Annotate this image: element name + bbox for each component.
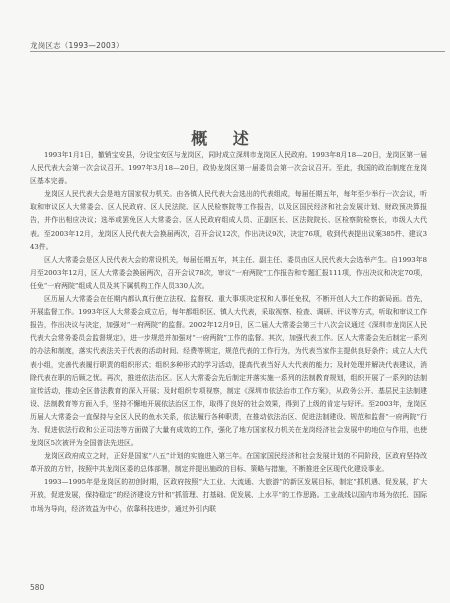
body-text — [30, 149, 427, 516]
paragraph: 1993—1995年是龙岗区的初创时期，区政府按照“大工业、大流通、大旅游”的新区发展目标，制定“抓机遇、促发展，扩大开放，促进发展，保持稳定”的经济建设方针和“抓管理、打基础、促发展、上水平”的工作思路。工业战线以国内市场为依托、国际市场为导向，经济效益为中心，依靠科技进步，通过外引内联 — [30, 478, 427, 513]
paragraph: 区历届人大常委会在任期内都认真行使立法权、监督权、重大事项决定权和人事任免权，不断开创人大工作的新局面。首先，开展监督工作。1993年区人大常委会成立后，每年都组织区、镇人大代表，采取视察、检查、调研、评议等方式，听取和审议工作报告，作出决议与决定，加强对“一府两院”的监督。2002年12月9日，区二届人大常委会第三十八次会议通过《深圳市龙岗区人民代表大会常务委员会监督规定》，进一步规范并加强对“一府两院”工作的监督。其次，加强代表工作。区人大常委会先后制定一系列的办法和制度，落实代表法关于代表的活动时间、经费等规定，规范代表的工作行为，为代表当家作主提供良好条件；成立人大代表小组，完善代表履行职责的组织形式；组织多种形式的学习活动，提高代表当好人大代表的能力；及时处理并解决代表建议，消除代表在职的后顾之忧。再次，推进依法治区。区人大常委会先后制定并落实施一系列的法制教育规划，组织开展了一系列的法制宣传活动，推动全区普法教育的深入开展；及时组织专项视察，制定《深圳市依法治市工作方案》，从政务公开、基层民主法制建设、法制教育等方面入手，坚持不懈地开展依法治区工作，取得了良好的社会效果，得到了上级的肯定与好评。至2003年，龙岗区历届人大常委会一直保持与全区人民的鱼水关系，依法履行各种职责，在推动依法治区、促进法制建设、规范和监督“一府两院”行为、促进依法行政和公正司法等方面做了大量有成效的工作，强化了地方国家权力机关在龙岗经济社会发展中的地位与作用，也使龙岗区5次被评为全国普法先进区。 — [30, 295, 427, 448]
section-title: 概 述 — [191, 129, 259, 148]
paragraph: 龙岗区政府成立之时，正好是国家“八五”计划的实施进入第三年。在国家国民经济和社会发展计划的不同阶段，区政府坚持改革开放的方针，按照中共龙岗区委的总体部署，制定并提出施政的目标、策略与措施，不断推进全区现代化建设事业。 — [30, 452, 427, 474]
running-head: 龙岗区志（1993—2003） — [30, 41, 124, 50]
paragraph: 区人大常委会是区人民代表大会的常设机关，每届任期五年，其主任、副主任、委员由区人民代表大会选举产生。自1993年8月至2003年12月，区人大常委会换届两次，召开会议78次，审议“一府两院”工作报告和专题汇报111项，作出决议和决定70项，任免“一府两院”组成人员及其下属机构工作人员330人次。 — [30, 255, 427, 290]
paragraph: 1993年1月1日，撤销宝安县，分设宝安区与龙岗区，同时成立深圳市龙岗区人民政府。1993年8月18—20日，龙岗区第一届人民代表大会第一次会议召开。1997年3月18—20日，政协龙岗区第一届委员会第一次会议召开。至此，我国的政治制度在龙岗区基本完善。 — [30, 151, 427, 186]
paragraph: 龙岗区人民代表大会是地方国家权力机关。由各镇人民代表大会选出的代表组成，每届任期五年，每年至少举行一次会议，听取和审议区人大常委会、区人民政府、区人民法院、区人民检察院等工作报告，以及区国民经济和社会发展计划、财政预决算报告，并作出相应决议；选举或罢免区人大常委会、区人民政府组成人员、正副区长、区法院院长、区检察院检察长，市级人大代表。至2003年12月，龙岗区人民代表大会换届两次，召开会议12次，作出决议9次，决定76项，收到代表提出议案385件、建议343件。 — [30, 190, 427, 251]
page-number: 580 — [30, 583, 45, 592]
header-rule — [30, 51, 445, 52]
